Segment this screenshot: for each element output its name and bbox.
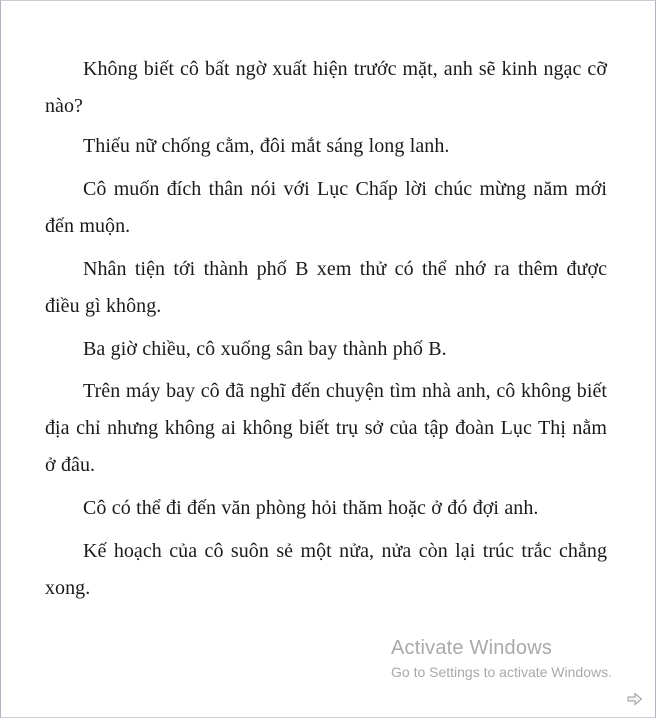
paragraph-8: Kế hoạch của cô suôn sẻ một nửa, nửa còn lại trúc trắc chẳng xong. bbox=[45, 540, 607, 599]
paragraph-4: Nhân tiện tới thành phố B xem thử có thể nhớ ra thêm được điều gì không. bbox=[45, 258, 607, 317]
watermark-subtitle: Go to Settings to activate Windows. bbox=[391, 664, 612, 680]
activate-windows-watermark bbox=[391, 635, 612, 681]
document-page bbox=[45, 39, 608, 639]
paragraph-2: Thiếu nữ chống cằm, đôi mắt sáng long lanh. bbox=[83, 135, 450, 157]
paragraph-1: Không biết cô bất ngờ xuất hiện trước mặt, anh sẽ kinh ngạc cỡ nào? bbox=[45, 58, 607, 117]
arrow-right-icon[interactable] bbox=[627, 692, 643, 706]
paragraph-6: Trên máy bay cô đã nghĩ đến chuyện tìm nhà anh, cô không biết địa chỉ nhưng không ai không biết trụ sở của tập đoàn Lục Thị nằm ở đâu. bbox=[45, 380, 607, 476]
paragraph-3: Cô muốn đích thân nói với Lục Chấp lời chúc mừng năm mới đến muộn. bbox=[45, 178, 607, 237]
paragraph-5: Ba giờ chiều, cô xuống sân bay thành phố B. bbox=[83, 338, 447, 360]
watermark-title: Activate Windows bbox=[391, 637, 553, 659]
paragraph-7: Cô có thể đi đến văn phòng hỏi thăm hoặc ở đó đợi anh. bbox=[83, 497, 539, 519]
